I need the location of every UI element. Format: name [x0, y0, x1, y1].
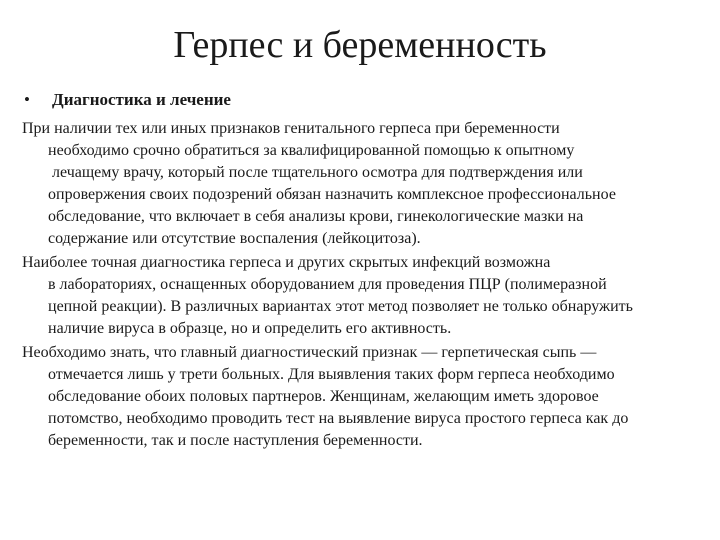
- paragraph-screening: [22, 342, 716, 452]
- slide-body: [22, 118, 716, 454]
- text-line: наличие вируса в образце, но и определить его активность.: [48, 320, 452, 337]
- text-line: Наиболее точная диагностика герпеса и других скрытых инфекций возможна: [22, 254, 551, 271]
- bullet-heading-row: [24, 90, 231, 110]
- bullet-marker: •: [24, 90, 30, 109]
- text-line: лечащему врачу, который после тщательного осмотра для подтверждения или: [52, 164, 583, 181]
- text-line: отмечается лишь у трети больных. Для выявления таких форм герпеса необходимо: [48, 366, 615, 383]
- text-line: содержание или отсутствие воспаления (лейкоцитоза).: [48, 230, 421, 247]
- text-line: беременности, так и после наступления беременности.: [48, 432, 423, 449]
- text-line: обследование обоих половых партнеров. Женщинам, желающим иметь здоровое: [48, 388, 599, 405]
- text-line: обследование, что включает в себя анализы крови, гинекологические мазки на: [48, 208, 584, 225]
- paragraph-symptoms: [22, 118, 716, 250]
- text-line: в лабораториях, оснащенных оборудованием для проведения ПЦР (полимеразной: [48, 276, 607, 293]
- text-line: необходимо срочно обратиться за квалифицированной помощью к опытному: [48, 142, 575, 159]
- paragraph-pcr: [22, 252, 716, 340]
- text-line: Необходимо знать, что главный диагностический признак — герпетическая сыпь —: [22, 344, 597, 361]
- text-line: цепной реакции). В различных вариантах этот метод позволяет не только обнаружить: [48, 298, 633, 315]
- text-line: опровержения своих подозрений обязан назначить комплексное профессиональное: [48, 186, 616, 203]
- bullet-heading: Диагностика и лечение: [52, 90, 231, 109]
- slide-title: Герпес и беременность: [173, 24, 547, 66]
- text-line: При наличии тех или иных признаков генитального герпеса при беременности: [22, 120, 560, 137]
- text-line: потомство, необходимо проводить тест на выявление вируса простого герпеса как до: [48, 410, 629, 427]
